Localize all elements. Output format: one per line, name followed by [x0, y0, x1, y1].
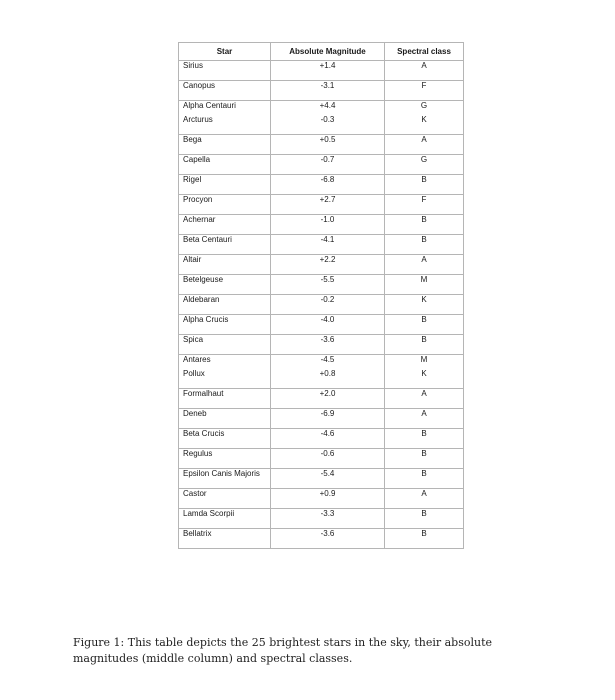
- star-name-cell: Beta Centauri: [179, 235, 271, 255]
- star-name-cell: Formalhaut: [179, 389, 271, 409]
- absolute-magnitude-cell: +1.4: [271, 61, 385, 81]
- table-row: [179, 195, 464, 215]
- spectral-class-cell: B: [385, 529, 464, 549]
- absolute-magnitude-cell: -3.3: [271, 509, 385, 529]
- star-name-cell: Betelgeuse: [179, 275, 271, 295]
- table-body: [179, 61, 464, 549]
- table-row: [179, 61, 464, 81]
- absolute-magnitude-cell: -6.9: [271, 409, 385, 429]
- absolute-magnitude-cell: -3.1: [271, 81, 385, 101]
- star-name-cell: Pollux: [179, 369, 271, 389]
- absolute-magnitude-cell: -0.2: [271, 295, 385, 315]
- table-row: [179, 175, 464, 195]
- absolute-magnitude-cell: -1.0: [271, 215, 385, 235]
- table-row: [179, 369, 464, 389]
- absolute-magnitude-cell: -0.3: [271, 115, 385, 135]
- star-name-cell: Alpha Crucis: [179, 315, 271, 335]
- table-row: [179, 155, 464, 175]
- star-name-cell: Procyon: [179, 195, 271, 215]
- star-name-cell: Beta Crucis: [179, 429, 271, 449]
- table-row: [179, 509, 464, 529]
- star-name-cell: Aldebaran: [179, 295, 271, 315]
- figure-caption: Figure 1: This table depicts the 25 brightest stars in the sky, their absolute magnitudes (middle column) and spectral classes.: [73, 636, 493, 665]
- spectral-class-cell: M: [385, 275, 464, 295]
- star-name-cell: Deneb: [179, 409, 271, 429]
- spectral-class-cell: F: [385, 81, 464, 101]
- absolute-magnitude-cell: -4.0: [271, 315, 385, 335]
- star-table: [178, 42, 464, 549]
- table-header-row: [179, 43, 464, 61]
- star-name-cell: Capella: [179, 155, 271, 175]
- absolute-magnitude-cell: +4.4: [271, 101, 385, 116]
- star-name-cell: Altair: [179, 255, 271, 275]
- absolute-magnitude-cell: +0.8: [271, 369, 385, 389]
- table-row: [179, 449, 464, 469]
- header-spectral-class: Spectral class: [385, 43, 464, 61]
- spectral-class-cell: A: [385, 135, 464, 155]
- absolute-magnitude-cell: -0.7: [271, 155, 385, 175]
- table-row: [179, 469, 464, 489]
- star-name-cell: Alpha Centauri: [179, 101, 271, 116]
- table-row: [179, 101, 464, 116]
- table-row: [179, 315, 464, 335]
- spectral-class-cell: F: [385, 195, 464, 215]
- table-row: [179, 429, 464, 449]
- star-name-cell: Arcturus: [179, 115, 271, 135]
- table-row: [179, 135, 464, 155]
- absolute-magnitude-cell: -6.8: [271, 175, 385, 195]
- spectral-class-cell: B: [385, 429, 464, 449]
- absolute-magnitude-cell: +2.2: [271, 255, 385, 275]
- spectral-class-cell: K: [385, 115, 464, 135]
- star-name-cell: Epsilon Canis Majoris: [179, 469, 271, 489]
- table-row: [179, 81, 464, 101]
- star-name-cell: Canopus: [179, 81, 271, 101]
- table-row: [179, 489, 464, 509]
- spectral-class-cell: G: [385, 101, 464, 116]
- spectral-class-cell: K: [385, 369, 464, 389]
- absolute-magnitude-cell: -3.6: [271, 335, 385, 355]
- spectral-class-cell: A: [385, 255, 464, 275]
- absolute-magnitude-cell: +2.0: [271, 389, 385, 409]
- spectral-class-cell: G: [385, 155, 464, 175]
- star-name-cell: Sirius: [179, 61, 271, 81]
- absolute-magnitude-cell: +2.7: [271, 195, 385, 215]
- absolute-magnitude-cell: -4.5: [271, 355, 385, 370]
- header-star: Star: [179, 43, 271, 61]
- spectral-class-cell: B: [385, 449, 464, 469]
- spectral-class-cell: M: [385, 355, 464, 370]
- spectral-class-cell: A: [385, 389, 464, 409]
- star-name-cell: Antares: [179, 355, 271, 370]
- spectral-class-cell: B: [385, 315, 464, 335]
- spectral-class-cell: B: [385, 215, 464, 235]
- table-row: [179, 335, 464, 355]
- table-row: [179, 529, 464, 549]
- absolute-magnitude-cell: -4.1: [271, 235, 385, 255]
- star-name-cell: Achernar: [179, 215, 271, 235]
- absolute-magnitude-cell: -3.6: [271, 529, 385, 549]
- absolute-magnitude-cell: -5.4: [271, 469, 385, 489]
- absolute-magnitude-cell: -4.6: [271, 429, 385, 449]
- star-name-cell: Bega: [179, 135, 271, 155]
- spectral-class-cell: B: [385, 235, 464, 255]
- absolute-magnitude-cell: +0.5: [271, 135, 385, 155]
- star-name-cell: Bellatrix: [179, 529, 271, 549]
- table-row: [179, 235, 464, 255]
- table-row: [179, 215, 464, 235]
- absolute-magnitude-cell: -5.5: [271, 275, 385, 295]
- star-name-cell: Spica: [179, 335, 271, 355]
- spectral-class-cell: K: [385, 295, 464, 315]
- spectral-class-cell: B: [385, 509, 464, 529]
- spectral-class-cell: A: [385, 409, 464, 429]
- spectral-class-cell: B: [385, 335, 464, 355]
- table-row: [179, 255, 464, 275]
- absolute-magnitude-cell: -0.6: [271, 449, 385, 469]
- spectral-class-cell: B: [385, 469, 464, 489]
- spectral-class-cell: B: [385, 175, 464, 195]
- spectral-class-cell: A: [385, 489, 464, 509]
- table-row: [179, 409, 464, 429]
- table-row: [179, 275, 464, 295]
- star-name-cell: Castor: [179, 489, 271, 509]
- table-row: [179, 355, 464, 370]
- star-name-cell: Rigel: [179, 175, 271, 195]
- star-name-cell: Lamda Scorpii: [179, 509, 271, 529]
- table-row: [179, 389, 464, 409]
- table-row: [179, 115, 464, 135]
- star-name-cell: Regulus: [179, 449, 271, 469]
- header-absolute-magnitude: Absolute Magnitude: [271, 43, 385, 61]
- spectral-class-cell: A: [385, 61, 464, 81]
- table-row: [179, 295, 464, 315]
- absolute-magnitude-cell: +0.9: [271, 489, 385, 509]
